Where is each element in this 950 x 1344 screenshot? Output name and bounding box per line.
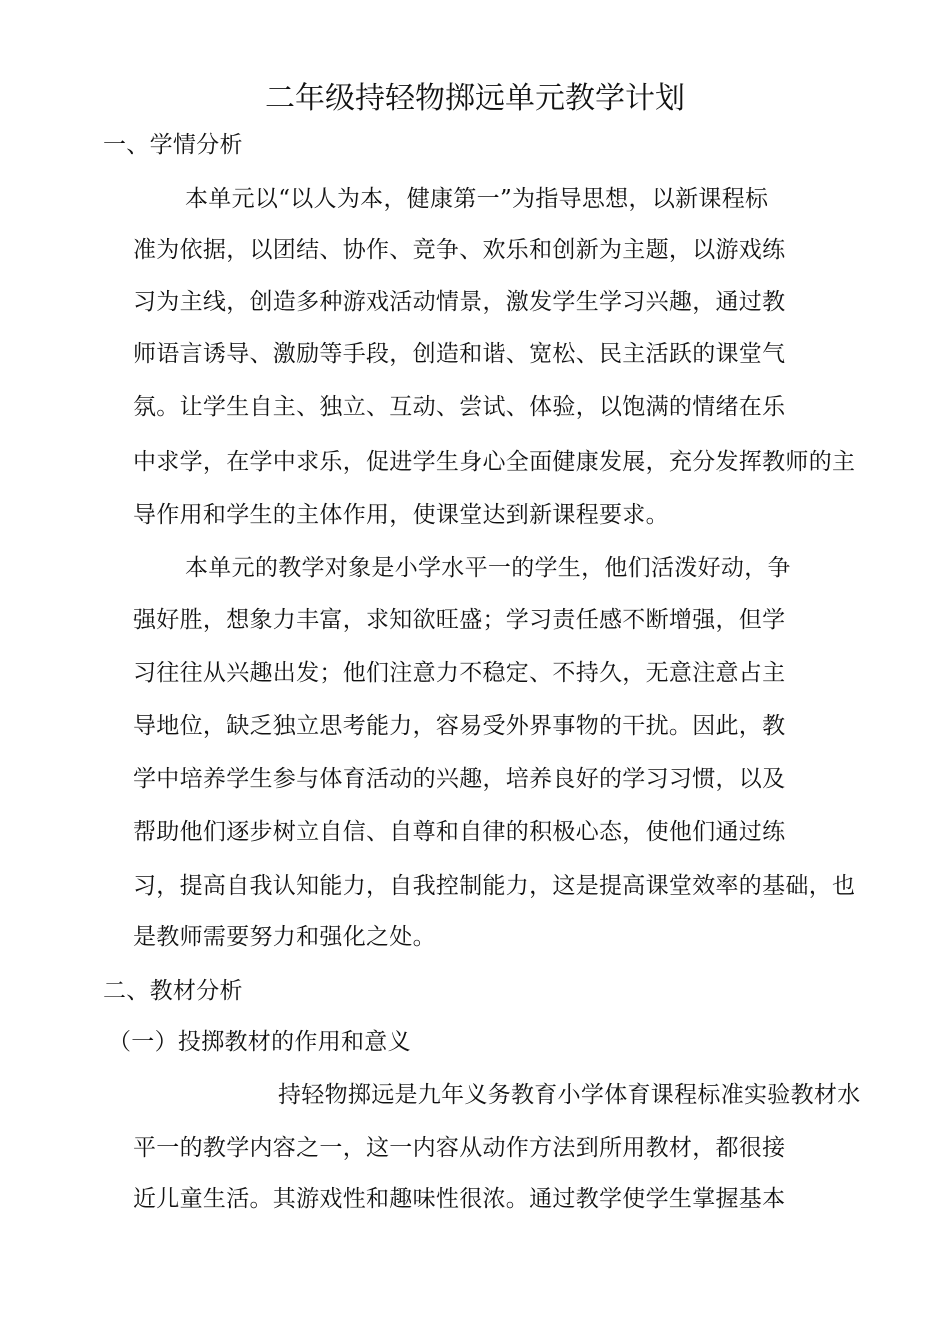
page-title: 二年级持轻物掷远单元教学计划	[265, 81, 685, 116]
paragraph-line: 导作用和学生的主体作用，使课堂达到新课程要求。	[133, 502, 669, 528]
section-heading-material-analysis: 二、教材分析	[103, 978, 243, 1004]
paragraph-line: 习为主线，创造多种游戏活动情景，激发学生学习兴趣，通过教	[133, 289, 786, 315]
paragraph-line: 本单元的教学对象是小学水平一的学生，他们活泼好动，争	[185, 555, 791, 581]
paragraph-line: 平一的教学内容之一，这一内容从动作方法到所用教材，都很接	[133, 1135, 786, 1161]
section-heading-learning-analysis: 一、学情分析	[103, 132, 243, 158]
paragraph-line: 师语言诱导、激励等手段，创造和谐、宽松、民主活跃的课堂气	[133, 341, 786, 367]
paragraph-line: 本单元以“以人为本，健康第一”为指导思想，以新课程标	[185, 186, 769, 212]
paragraph-line: 习，提高自我认知能力，自我控制能力，这是提高课堂效率的基础，也	[133, 873, 856, 899]
paragraph-line: 习往往从兴趣出发；他们注意力不稳定、不持久，无意注意占主	[133, 660, 786, 686]
paragraph-line: 是教师需要努力和强化之处。	[133, 924, 436, 950]
subsection-heading: （一）投掷教材的作用和意义	[108, 1029, 411, 1055]
paragraph-line: 准为依据，以团结、协作、竞争、欢乐和创新为主题，以游戏练	[133, 237, 786, 263]
paragraph-line: 氛。让学生自主、独立、互动、尝试、体验，以饱满的情绪在乐	[133, 394, 786, 420]
paragraph-line: 学中培养学生参与体育活动的兴趣，培养良好的学习习惯，以及	[133, 766, 786, 792]
paragraph-line: 帮助他们逐步树立自信、自尊和自律的积极心态，使他们通过练	[133, 819, 786, 845]
paragraph-line: 强好胜，想象力丰富，求知欲旺盛；学习责任感不断增强，但学	[133, 607, 786, 633]
paragraph-line: 持轻物掷远是九年义务教育小学体育课程标准实验教材水	[278, 1082, 861, 1108]
paragraph-line: 近儿童生活。其游戏性和趣味性很浓。通过教学使学生掌握基本	[133, 1186, 786, 1212]
paragraph-line: 中求学，在学中求乐，促进学生身心全面健康发展，充分发挥教师的主	[133, 449, 856, 475]
paragraph-line: 导地位，缺乏独立思考能力，容易受外界事物的干扰。因此，教	[133, 713, 786, 739]
